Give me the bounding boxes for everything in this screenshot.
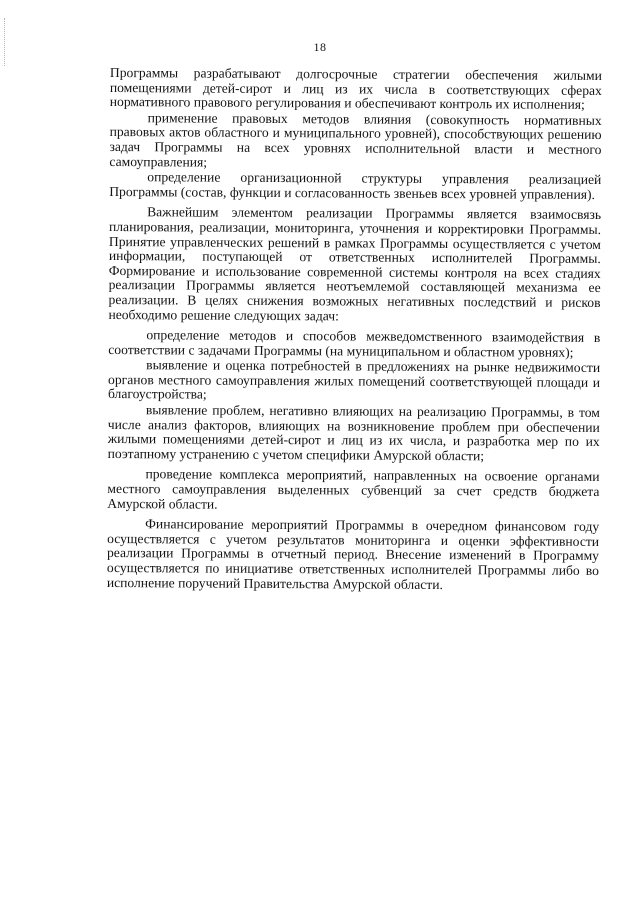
page-number: 18 xyxy=(313,40,327,54)
paragraph: применение правовых методов влияния (совокупность нормативных правовых актов областного и муниципального уровней), способствующих решению задач Программы на всех уровнях исполнительной власти и местного самоуправления; xyxy=(109,110,602,170)
paragraph: Финансирование мероприятий Программы в очередном финансовом году осуществляется с учетом результатов мониторинга и оценки эффективности реализации Программы в отчетный период. Внесение изменений в Программу осуществляется по инициативе ответственных исполнителей Программы либо во исполнение поручений Правительства Амурской области. xyxy=(106,516,600,592)
document-body xyxy=(107,66,602,594)
paragraph: определение организационной структуры управления реализацией Программы (состав, функции и согласованность звеньев всех уровней управления). xyxy=(109,169,602,202)
paragraph: проведение комплекса мероприятий, направленных на освоение органами местного самоуправления выделенных субвенций за счет средств бюджета Амурской области. xyxy=(107,466,600,512)
paragraph: определение методов и способов межведомственного взаимодействия в соответствии с задачами Программы (на муниципальном и областном уровнях); xyxy=(108,327,601,360)
paragraph: выявление и оценка потребностей в предложениях на рынке недвижимости органов местного самоуправления жилых помещений соответствующей площади и благоустройства; xyxy=(107,357,601,403)
paragraph: Важнейшим элементом реализации Программы является взаимосвязь планирования, реализации, мониторинга, уточнения и корректировки Программы. Принятие управленческих решений в рамках Программы осуществляется с учетом информации, поступающей от ответственных исполнителей Программы. Формирование и использование современной системы контроля на всех стадиях реализации Программы является неотъемлемой составляющей механизма ее реализации. В целях снижения возможных негативных последствий и рисков необходимо решение следующих задач: xyxy=(108,204,602,323)
paragraph: выявление проблем, негативно влияющих на реализацию Программы, в том числе анализ факторов, влияющих на возникновение проблем при обеспечении жилыми помещениями детей-сирот и лиц из их числа, и разработка мер по их поэтапному устранению с учетом специфики Амурской области; xyxy=(107,402,600,464)
paragraph: Программы разрабатывают долгосрочные стратегии обеспечения жилыми помещениями детей-сирот и лиц из их числа в соответствующих сферах нормативного правового регулирования и обеспечивают контроль их исполнения; xyxy=(109,65,602,113)
